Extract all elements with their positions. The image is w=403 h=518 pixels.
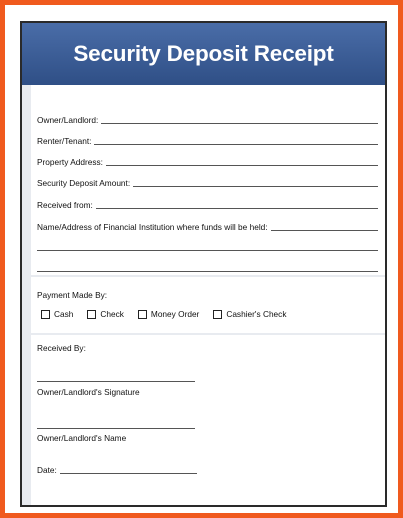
payment-option-cashiers-check[interactable] (213, 309, 286, 319)
property-address-field[interactable] (37, 157, 378, 167)
option-label: Money Order (150, 309, 200, 319)
name-label: Owner/Landlord's Name (37, 433, 127, 443)
fill-line (60, 473, 197, 474)
field-label: Owner/Landlord: (37, 115, 99, 125)
form-title: Security Deposit Receipt (73, 41, 334, 66)
field-label: Name/Address of Financial Institution where funds will be held: (37, 222, 268, 232)
field-label: Received from: (37, 200, 93, 210)
checkbox[interactable] (213, 310, 222, 319)
renter-tenant-field[interactable] (37, 136, 378, 146)
fill-line (133, 186, 378, 187)
payment-section (31, 277, 386, 333)
signature-line[interactable] (37, 381, 195, 382)
received-by-section (31, 335, 386, 506)
checkbox[interactable] (87, 310, 96, 319)
date-label: Date: (37, 465, 57, 475)
option-label: Check (100, 309, 124, 319)
option-label: Cash (54, 309, 74, 319)
financial-institution-field[interactable] (37, 222, 378, 232)
received-from-field[interactable] (37, 200, 378, 210)
financial-institution-line-2[interactable] (37, 250, 378, 251)
field-label: Property Address: (37, 157, 103, 167)
fill-line (94, 144, 378, 145)
date-field[interactable] (37, 465, 197, 475)
fill-line (106, 165, 378, 166)
owner-landlord-field[interactable] (37, 115, 378, 125)
receipt-form (20, 21, 387, 507)
signature-label: Owner/Landlord's Signature (37, 387, 140, 397)
payment-option-check[interactable] (87, 309, 124, 319)
fill-line (96, 208, 378, 209)
form-header (22, 23, 385, 85)
received-by-label: Received By: (37, 343, 86, 353)
fill-line (271, 230, 378, 231)
checkbox[interactable] (138, 310, 147, 319)
option-label: Cashier's Check (226, 309, 287, 319)
fill-line (101, 123, 378, 124)
checkbox[interactable] (41, 310, 50, 319)
payment-option-money-order[interactable] (138, 309, 199, 319)
payment-label: Payment Made By: (37, 290, 108, 300)
details-section (31, 85, 386, 275)
payment-option-cash[interactable] (41, 309, 73, 319)
deposit-amount-field[interactable] (37, 178, 378, 188)
financial-institution-line-3[interactable] (37, 271, 378, 272)
name-line[interactable] (37, 428, 195, 429)
field-label: Security Deposit Amount: (37, 178, 131, 188)
field-label: Renter/Tenant: (37, 136, 92, 146)
payment-options (41, 309, 286, 319)
